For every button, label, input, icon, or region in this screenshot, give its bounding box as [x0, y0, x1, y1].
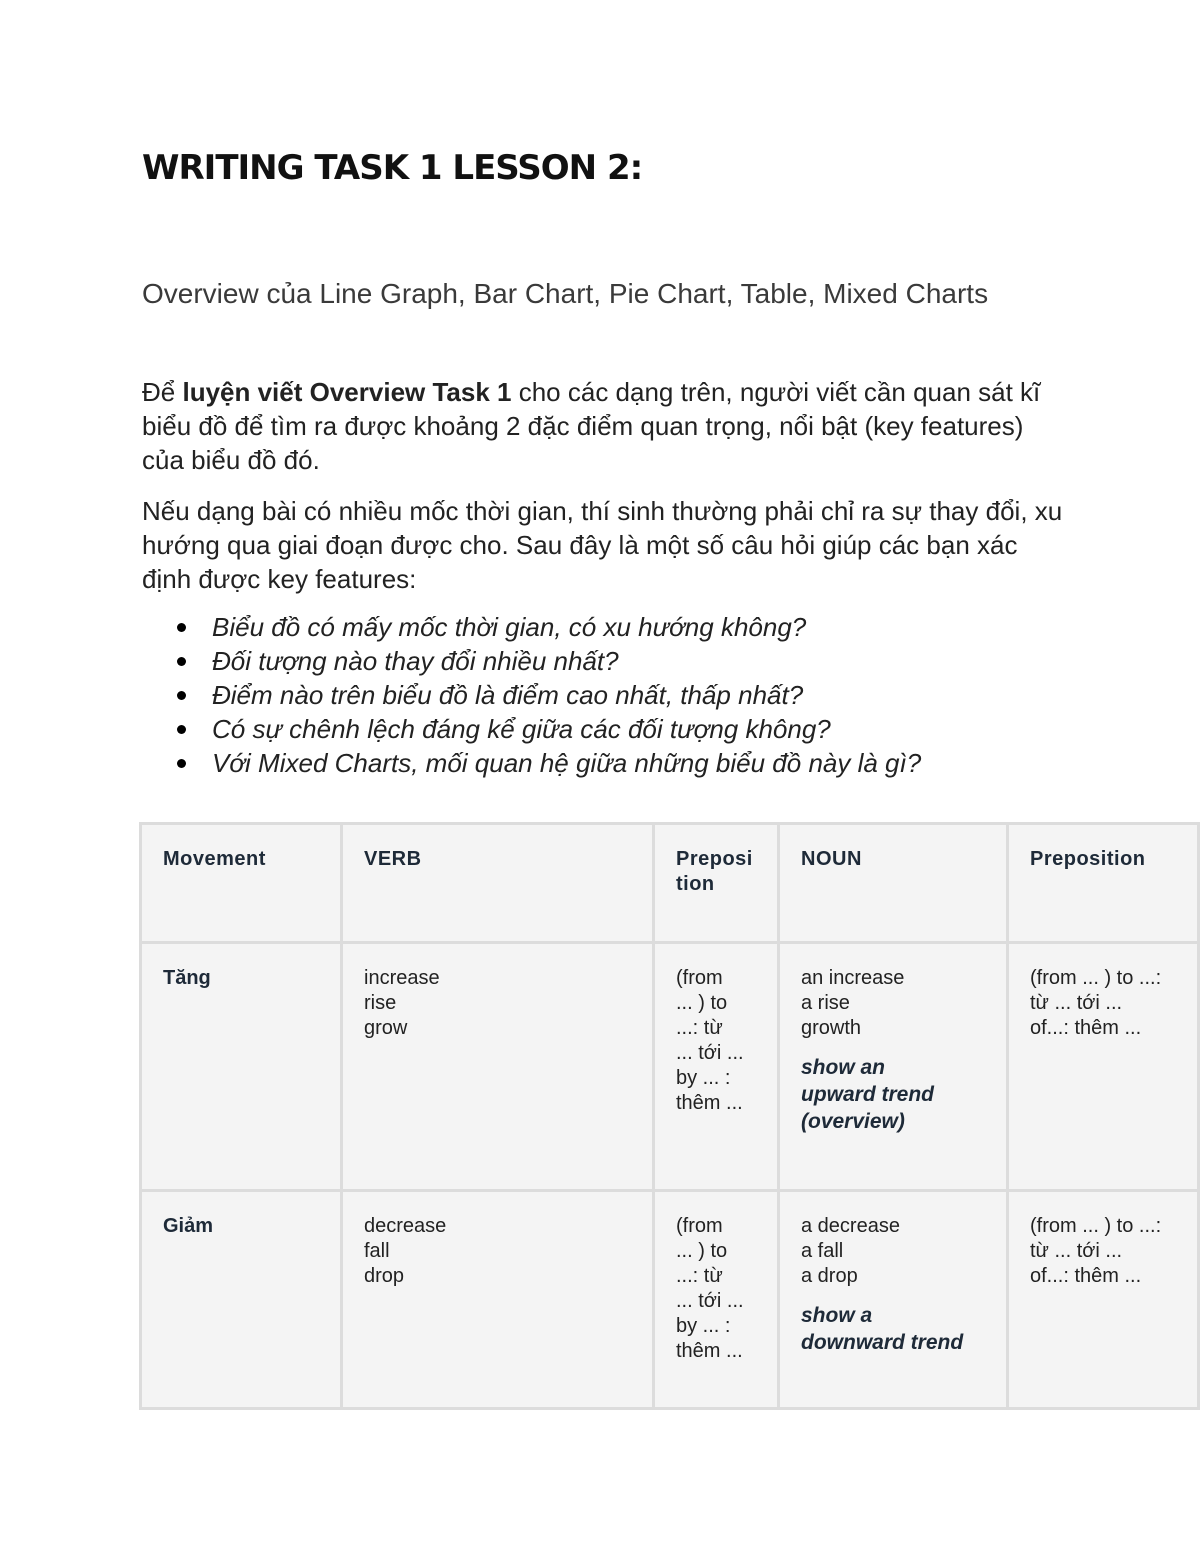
verb-item: decrease: [364, 1215, 447, 1237]
preposition-line: ... ) to: [676, 1240, 728, 1262]
header-movement: Movement: [141, 824, 342, 943]
question-item: [142, 746, 1102, 780]
question-list: [142, 610, 1102, 780]
noun-item: a drop: [801, 1265, 858, 1287]
preposition-line: (from: [676, 1215, 723, 1237]
question-item: [142, 712, 1102, 746]
preposition-line: (from: [676, 967, 723, 989]
question-item: [142, 678, 1102, 712]
noun-item: growth: [801, 1017, 862, 1039]
noun-note-line: (overview): [801, 1110, 905, 1133]
question-text: Biểu đồ có mấy mốc thời gian, có xu hướng không?: [212, 612, 807, 642]
noun-cell: [779, 1191, 1008, 1409]
preposition-line: of...: thêm ...: [1030, 1017, 1142, 1039]
noun-note-line: show a: [801, 1304, 873, 1327]
preposition-line: thêm ...: [676, 1340, 743, 1362]
preposition-line: ... ) to: [676, 992, 728, 1014]
preposition-line: of...: thêm ...: [1030, 1265, 1142, 1287]
intro-bold-text: luyện viết Overview Task 1: [182, 377, 512, 407]
movement-cell: Tăng: [141, 943, 342, 1191]
verb-cell: [342, 943, 654, 1191]
noun-item: an increase: [801, 967, 905, 989]
header-preposition-short: Preposi tion: [654, 824, 779, 943]
preposition-cell: [1008, 1191, 1199, 1409]
subtitle: Overview của Line Graph, Bar Chart, Pie Chart, Table, Mixed Charts: [142, 278, 989, 309]
preposition-short-cell: [654, 1191, 779, 1409]
preposition-line: ... tới ...: [676, 1042, 744, 1064]
noun-cell: [779, 943, 1008, 1191]
noun-note: [801, 1302, 986, 1356]
verb-item: rise: [364, 992, 397, 1014]
preposition-line: ...: từ: [676, 1265, 723, 1287]
question-item: [142, 644, 1102, 678]
intro-text-2: cho các dạng trên, người viết cần quan sát kĩ biểu đồ để tìm ra được khoảng 2 đặc điểm quan trọng, nổi bật (key features) của biểu đồ đó.: [142, 377, 1041, 475]
preposition-line: từ ... tới ...: [1030, 992, 1123, 1014]
table-row: [141, 943, 1199, 1191]
header-verb: VERB: [342, 824, 654, 943]
table-row: [141, 1191, 1199, 1409]
bullet-icon: [177, 691, 186, 700]
header-preposition: Preposition: [1008, 824, 1199, 943]
question-item: [142, 610, 1102, 644]
question-text: Điểm nào trên biểu đồ là điểm cao nhất, thấp nhất?: [212, 680, 804, 710]
noun-item: a fall: [801, 1240, 844, 1262]
bullet-icon: [177, 725, 186, 734]
noun-note-line: downward trend: [801, 1331, 964, 1354]
preposition-line: by ... :: [676, 1067, 731, 1089]
table-header-row: [141, 824, 1199, 943]
noun-note-line: show an: [801, 1056, 886, 1079]
noun-item: a rise: [801, 992, 850, 1014]
bullet-icon: [177, 759, 186, 768]
question-text: Có sự chênh lệch đáng kể giữa các đối tượng không?: [212, 714, 831, 744]
question-text: Với Mixed Charts, mối quan hệ giữa những biểu đồ này là gì?: [212, 748, 922, 778]
movement-cell: Giảm: [141, 1191, 342, 1409]
bullet-icon: [177, 623, 186, 632]
preposition-line: ... tới ...: [676, 1290, 744, 1312]
intro-paragraph: [142, 375, 1072, 477]
noun-note-line: upward trend: [801, 1083, 935, 1106]
verb-item: drop: [364, 1265, 405, 1287]
vocabulary-table: [139, 822, 1200, 1410]
noun-note: [801, 1054, 986, 1135]
intro-text-1: Để: [142, 377, 183, 407]
preposition-line: (from ... ) to ...:: [1030, 1215, 1162, 1237]
noun-item: a decrease: [801, 1215, 900, 1237]
preposition-line: by ... :: [676, 1315, 731, 1337]
preposition-short-cell: [654, 943, 779, 1191]
question-text: Đối tượng nào thay đổi nhiều nhất?: [212, 646, 619, 676]
preposition-line: ...: từ: [676, 1017, 723, 1039]
preposition-line: từ ... tới ...: [1030, 1240, 1123, 1262]
header-noun: NOUN: [779, 824, 1008, 943]
verb-cell: [342, 1191, 654, 1409]
page-title: WRITING TASK 1 LESSON 2:: [142, 148, 643, 188]
verb-item: fall: [364, 1240, 390, 1262]
verb-item: increase: [364, 967, 440, 989]
explanation-paragraph: Nếu dạng bài có nhiều mốc thời gian, thí sinh thường phải chỉ ra sự thay đổi, xu hướng qua giai đoạn được cho. Sau đây là một số câu hỏi giúp các bạn xác định được key features:: [142, 496, 1063, 594]
preposition-line: (from ... ) to ...:: [1030, 967, 1162, 989]
verb-item: grow: [364, 1017, 408, 1039]
bullet-icon: [177, 657, 186, 666]
preposition-cell: [1008, 943, 1199, 1191]
preposition-line: thêm ...: [676, 1092, 743, 1114]
